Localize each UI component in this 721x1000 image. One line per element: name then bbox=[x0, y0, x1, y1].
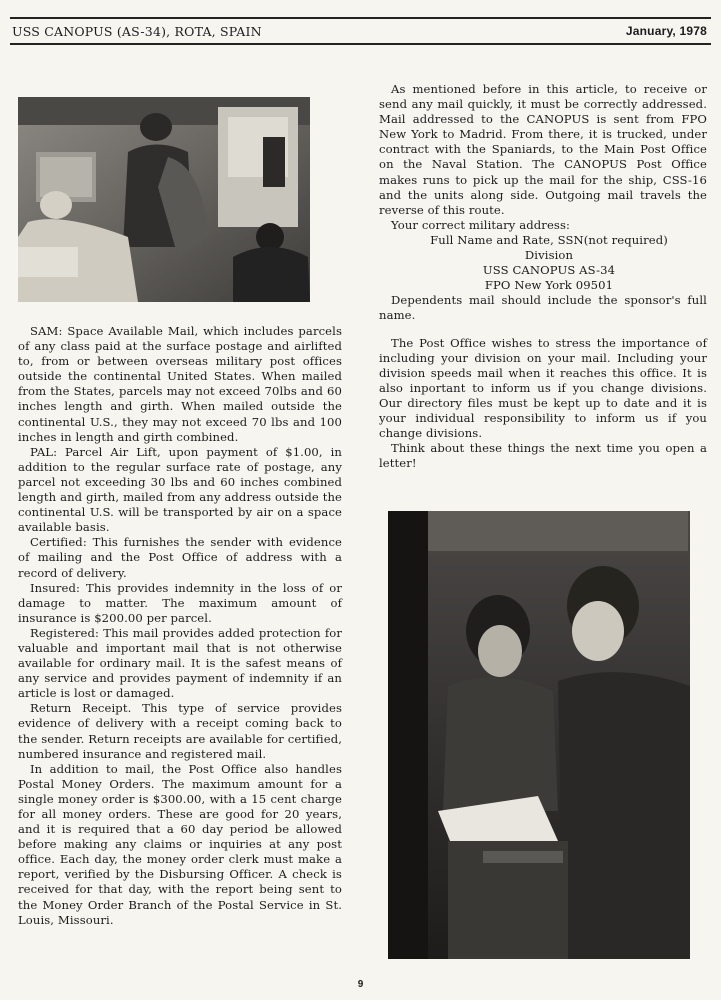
paragraph-return-receipt: Return Receipt. This type of service provides evidence of delivery with a receipt coming back to the sender. Return receipts are available for certified, numbered insurance and registered mail. bbox=[18, 701, 342, 761]
right-column bbox=[379, 82, 707, 471]
paragraph-pal: PAL: Parcel Air Lift, upon payment of $1.00, in addition to the regular surface rate of postage, any parcel not exceeding 30 lbs and 60 inches combined length and girth, mailed from any address outside the continental U.S. will be transported by air on a space available basis. bbox=[18, 444, 342, 535]
paragraph-stress: The Post Office wishes to stress the importance of including your division on your mail. Including your division speeds mail when it reaches this office. It is also inportant to inform us if you change divisions. Our directory files must be kept up to date and it is your individual responsibility to inform us if you change divisions. bbox=[379, 335, 707, 441]
left-column bbox=[18, 324, 342, 928]
page-header bbox=[10, 17, 711, 45]
photo-money-order bbox=[388, 511, 690, 959]
address-lead: Your correct military address: bbox=[391, 217, 571, 232]
paragraph-registered: Registered: This mail provides added protection for valuable and important mail that is not otherwise available for ordinary mail. It is the safest means of any service and provides payment of indemnity if an article is lost or damaged. bbox=[18, 625, 342, 701]
paragraph-intro: As mentioned before in this article, to receive or send any mail quickly, it must be correctly addressed. Mail addressed to the CANOPUS is sent from FPO New York to Madrid. From there, it is trucked, under contract with the Spaniards, to the Main Post Office on the Naval Station. The CANOPUS Post Office makes runs to pick up the mail for the ship, CSS-16 and the units along side. Outgoing mail travels the reverse of this route. bbox=[379, 82, 707, 217]
address-line: Division bbox=[524, 248, 574, 263]
issue-date: January, 1978 bbox=[625, 24, 707, 38]
paragraph-insured: Insured: This provides indemnity in the loss of or damage to matter. The maximum amount of insurance is $200.00 per parcel. bbox=[18, 580, 342, 625]
photo-mail-sorting bbox=[18, 97, 310, 302]
address-line: USS CANOPUS AS-34 bbox=[482, 263, 616, 278]
publication-title: USS CANOPUS (AS-34), ROTA, SPAIN bbox=[12, 23, 262, 39]
address-line: Full Name and Rate, SSN(not required) bbox=[430, 232, 668, 247]
paragraph-closing: Think about these things the next time you open a letter! bbox=[379, 441, 707, 471]
paragraph-certified: Certified: This furnishes the sender with evidence of mailing and the Post Office of address with a record of delivery. bbox=[18, 535, 342, 580]
paragraph-money-orders: In addition to mail, the Post Office also handles Postal Money Orders. The maximum amount for a single money order is $300.00, with a 15 cent charge for all money orders. These are good for 20 years, and it is required that a 60 day period be allowed before making any claims or inquiries at any post office. Each day, the money order clerk must make a report, verified by the Disbursing Officer. A check is received for that day, with the report being sent to the Money Order Branch of the Postal Service in St. Louis, Missouri. bbox=[18, 761, 342, 927]
address-line: FPO New York 09501 bbox=[484, 278, 614, 293]
paragraph-sam: SAM: Space Available Mail, which includes parcels of any class paid at the surface postage and airlifted to, from or between overseas military post offices outside the continental United States. When mailed from the States, parcels may not exceed 70lbs and 60 inches length and girth. When mailed outside the continental U.S., they may not exceed 70 lbs and 100 inches in length and girth combined. bbox=[18, 324, 342, 444]
page-number: 9 bbox=[357, 979, 364, 990]
paragraph-dependents: Dependents mail should include the sponsor's full name. bbox=[379, 293, 707, 323]
